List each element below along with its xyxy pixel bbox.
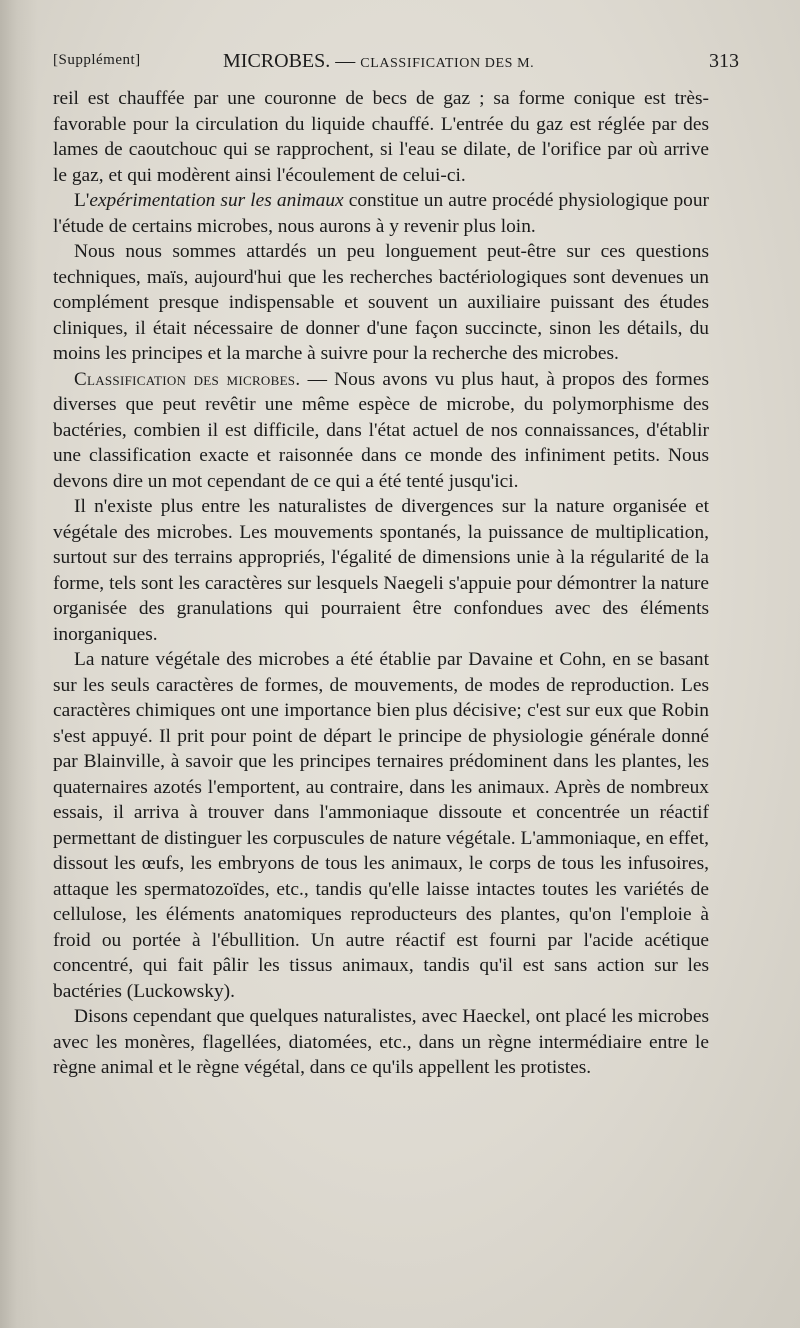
- paragraph-4: [53, 367, 709, 495]
- body-text: [53, 86, 709, 1081]
- paragraph-2: [53, 188, 709, 239]
- header-title-group: [223, 50, 534, 73]
- running-header: [53, 50, 745, 80]
- paragraph-6-text: La nature végétale des microbes a été établie par Davaine et Cohn, en se basant sur les seuls caractères de formes, de mouvements, de modes de reproduction. Les caractères chimiques ont une importance bien plus décisive; c'est sur eux que Robin s'est appuyé. Il prit pour point de départ le principe de physiologie générale donné par Blainville, à savoir que les principes ternaires prédominent dans les plantes, les quaternaires azotés l'emportent, au contraire, dans les animaux. Après de nombreux essais, il arriva à trouver dans l'ammoniaque dissoute et concentrée un réactif permettant de distinguer les corpuscules de nature végétale. L'ammoniaque, en effet, dissout les œufs, les embryons de tous les animaux, le corps de tous les infusoires, attaque les spermatozoïdes, etc., tandis qu'elle laisse intactes toutes les variétés de cellulose, les éléments anatomiques reproducteurs des plantes, qu'on l'emploie à froid ou portée à l'ébullition. Un autre réactif est fourni par l'acide acétique concentré, qui fait pâlir les tissus animaux, tandis qu'il est sans action sur les bactéries (Luckowsky).: [53, 649, 709, 1002]
- paragraph-2-text: constitue un autre procédé physiologique pour l'étude de certains microbes, nous aurons à y revenir plus loin.: [53, 190, 709, 237]
- paragraph-2-italic-lead: expérimentation sur les animaux: [89, 190, 344, 211]
- header-dash: —: [330, 50, 361, 72]
- paragraph-3-text: Nous nous sommes attardés un peu longuement peut-être sur ces questions techniques, maïs, aujourd'hui que les recherches bactériologiques sont devenues un complément presque indispensable et souvent un auxiliaire puissant des études cliniques, il était nécessaire de donner d'une façon succincte, sinon les détails, du moins les principes et la marche à suivre pour la recherche des microbes.: [53, 241, 709, 364]
- paragraph-2-lead-prefix: L': [74, 190, 90, 211]
- header-subtitle: CLASSIFICATION DES M.: [360, 56, 535, 71]
- spine-shadow: [0, 0, 38, 1328]
- paragraph-5-text: Il n'existe plus entre les naturalistes de divergences sur la nature organisée et végétale des microbes. Les mouvements spontanés, la puissance de multiplication, surtout sur des terrains appropriés, l'égalité de dimensions unie à la régularité de la forme, tels sont les caractères sur lesquels Naegeli s'appuie pour démontrer la nature organisée des granulations qui pourraient être confondues avec des éléments inorganiques.: [53, 496, 709, 645]
- section-heading-classification: Classification des microbes.: [74, 368, 301, 390]
- paragraph-1-text: reil est chauffée par une couronne de becs de gaz ; sa forme conique est très-favorable pour la circulation du liquide chauffé. L'entrée du gaz est réglée par des lames de caoutchouc qui se rapprochent, si l'eau se dilate, de l'orifice par où arrive le gaz, et qui modèrent ainsi l'écoulement de celui-ci.: [53, 88, 709, 186]
- paragraph-5: [53, 494, 709, 647]
- header-section-label: [Supplément]: [53, 52, 141, 68]
- page-number: 313: [709, 50, 739, 72]
- paragraph-7-text: Disons cependant que quelques naturalistes, avec Haeckel, ont placé les microbes avec les monères, flagellées, diatomées, etc., dans un règne intermédiaire entre le règne animal et le règne végétal, dans ce qu'ils appellent les protistes.: [53, 1006, 709, 1078]
- paragraph-1: [53, 86, 709, 188]
- paragraph-6: [53, 647, 709, 1004]
- header-title: MICROBES.: [223, 50, 331, 72]
- paragraph-3: [53, 239, 709, 367]
- paragraph-7: [53, 1004, 709, 1081]
- paragraph-4-text: — Nous avons vu plus haut, à propos des formes diverses que peut revêtir une même espèce de microbe, du polymorphisme des bactéries, combien il est difficile, dans l'état actuel de nos connaissances, d'établir une classification exacte et raisonnée dans ce monde des infiniment petits. Nous devons dire un mot cependant de ce qui a été tenté jusqu'ici.: [53, 368, 709, 492]
